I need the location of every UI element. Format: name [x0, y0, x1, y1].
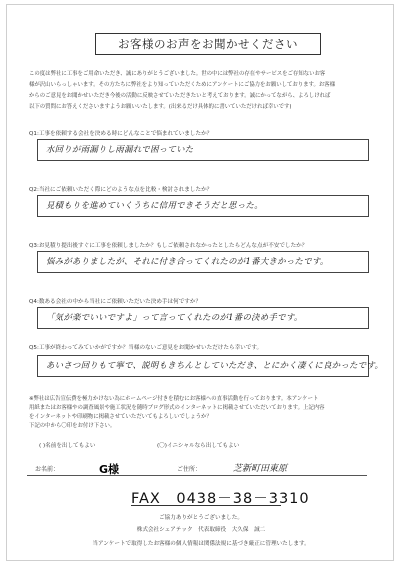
survey-sheet [6, 4, 394, 561]
intro-line: この度は弊社に工事をご用命いただき、誠にありがとうございました。世の中には弊社の存在やサービスをご存知ないお客 [29, 71, 326, 77]
answer-text-1: 水回りが雨漏りし雨漏れで困っていた [46, 144, 194, 154]
name-value: G様 [99, 463, 120, 476]
customer-info-row [27, 461, 367, 476]
intro-line: 以下の質問にお答えくださいますようお願いいたします。(出来るだけ具体的に書いていただければ幸いです) [29, 104, 292, 110]
answer-box-4 [37, 307, 369, 329]
publication-note [29, 395, 389, 431]
consent-option-initials[interactable]: (〇)イニシャルなら出してもよい [157, 443, 240, 449]
question-4: Q4:数ある会社の中から当社にご依頼いただいた決め手は何ですか？ [29, 299, 202, 305]
note-line: 用紙またはお客様やの調査風景や施工状況を随時ブログ形式のインターネットに掲載させていただいております。上記内容 [29, 405, 325, 411]
footer-thanks: ご協力ありがとうございました。 [159, 515, 243, 521]
question-1: Q1:工事を依頼する会社を決める時にどんなことで悩まれていましたか？ [29, 131, 213, 137]
note-line: をインターネットや印刷物に掲載させていただいてもよろしいでしょうか？ [29, 414, 212, 420]
question-2: Q2:当社にご依頼いただく際にどのような点を比較・検討されましたか？ [29, 187, 213, 193]
intro-line: 様が沢山いらっしゃいます。その方たちに弊社をより知っていただくためにアンケートにご協力をお願いしております。お客様 [29, 82, 336, 88]
answer-text-4: 「気が楽でいいですよ」って言ってくれたのが1番の決め手です。 [46, 312, 303, 322]
address-label: ご住所： [177, 466, 202, 473]
answer-text-3: 悩みがありましたが、それに付き合ってくれたのが1番大きかったです。 [46, 256, 329, 266]
note-line: ※弊社は広告宣伝費を極力かけない為にホームページ付きを積むにお客様への直事活動を行っております。本アンケート [29, 396, 319, 402]
answer-box-5 [37, 355, 384, 377]
answer-box-3 [37, 251, 369, 273]
answer-text-5: あいさつ回りもて寧で、説明もきちんとしていただき、とにかく凄くに良かったです。 [46, 360, 384, 370]
intro-line: からのご意見をお聞かせいただき今後の活動に反映させていただきたいと考えております。誠にかってながら、よろしければ [29, 93, 331, 99]
intro-text [29, 69, 389, 113]
question-5: Q5:工事が終わってみていかがですか？当様のないご意見をお聞かせいただけたら幸いです。 [29, 345, 263, 351]
note-line: 下記の中から〇印をお付け下さい。 [29, 423, 116, 429]
answer-text-2: 見積もりを進めていくうちに信用できそうだと思った。 [46, 200, 263, 210]
footer-privacy: 当アンケートで取得したお客様の個人情報は関係法規に基づき厳正に管理いたします。 [92, 541, 310, 547]
name-label: お名前： [35, 466, 60, 473]
footer-company: 株式会社シェアテック 代表取締役 大久保 誠二 [136, 527, 266, 533]
survey-title: お客様のお声をお聞かせください [95, 33, 321, 55]
consent-option-name[interactable]: ( )名前を出してもよい [39, 443, 96, 449]
answer-box-2 [37, 195, 369, 217]
answer-box-1 [37, 139, 369, 161]
fax-number: FAX 0438－38－3310 [131, 491, 310, 507]
question-3: Q3:お見積り提出後すぐに工事を依頼しましたか？もしご依頼されなかったとしたらどんな点が不安でしたか？ [29, 243, 308, 249]
address-value: 芝新町田東原 [233, 464, 288, 474]
fax-underline [131, 505, 281, 506]
